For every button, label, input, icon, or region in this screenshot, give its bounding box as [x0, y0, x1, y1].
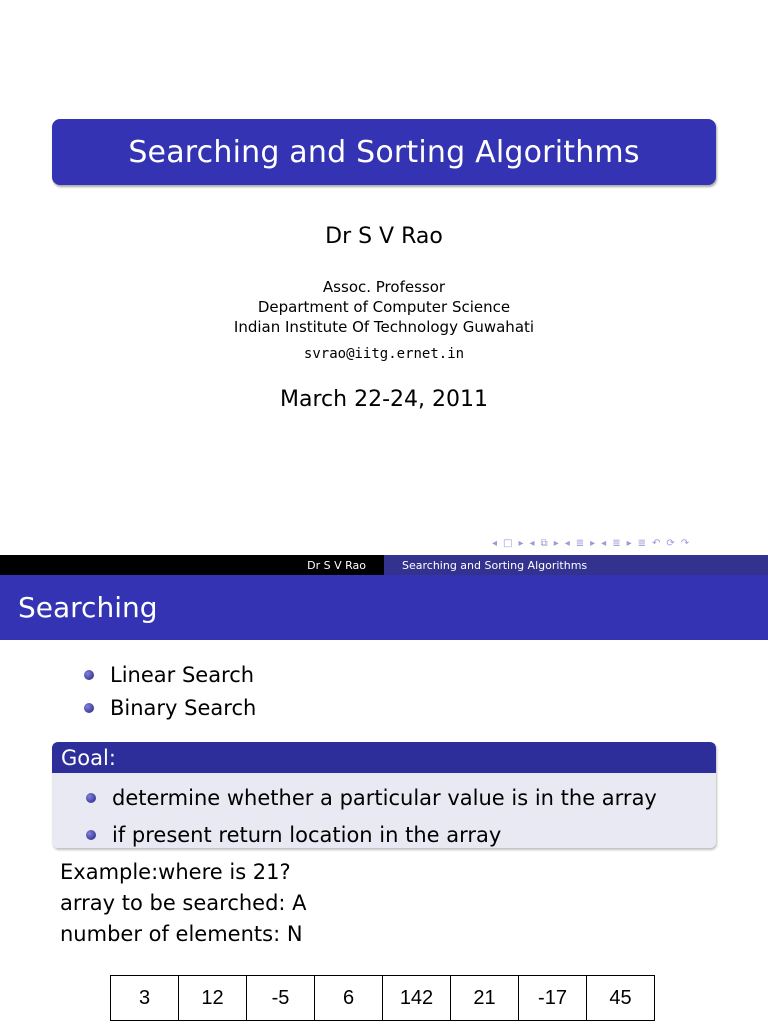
nav-section-icon[interactable]: ≣ [575, 537, 585, 549]
frame-title: Searching [18, 591, 158, 624]
example-line: array to be searched: A [60, 891, 307, 915]
array-cell: 3 [111, 976, 179, 1021]
beamer-navigation-bar [492, 535, 764, 551]
list-item-text: determine whether a particular value is in the array [112, 785, 657, 810]
nav-toc-icon[interactable]: ≣ [637, 537, 647, 549]
array-cell: 6 [315, 976, 383, 1021]
array-cell: -5 [247, 976, 315, 1021]
presentation-title: Searching and Sorting Algorithms [128, 134, 640, 170]
table-row [111, 976, 655, 1021]
goal-block [52, 742, 716, 848]
array-cell: 142 [383, 976, 451, 1021]
nav-next-doc-icon[interactable]: ▸ [626, 537, 632, 549]
nav-back-icon[interactable]: ↶ [652, 537, 661, 549]
nav-prev-subsection-icon[interactable]: ◂ [529, 537, 535, 549]
list-item [84, 691, 256, 724]
title-box [52, 119, 716, 185]
nav-subsection-icon[interactable]: ⧉ [540, 537, 548, 549]
bullet-ball-icon [86, 793, 96, 803]
list-item [86, 816, 716, 848]
headline-author: Dr S V Rao [0, 555, 384, 575]
nav-next-subsection-icon[interactable]: ▸ [553, 537, 559, 549]
nav-prev-section-icon[interactable]: ◂ [564, 537, 570, 549]
goal-block-body [52, 773, 716, 848]
array-table [110, 975, 655, 1021]
list-item-text: if present return location in the array [112, 822, 502, 847]
slide-headline [0, 555, 768, 575]
nav-doc-icon[interactable]: ≣ [612, 537, 621, 549]
topic-list [84, 658, 256, 724]
bullet-ball-icon [86, 830, 96, 840]
goal-block-title: Goal: [52, 742, 716, 773]
nav-prev-frame-icon[interactable]: ◂ [492, 537, 498, 549]
author-institute: Indian Institute Of Technology Guwahati [233, 318, 535, 336]
example-line: number of elements: N [60, 922, 303, 946]
author-position: Assoc. Professor [322, 278, 446, 296]
author-name: Dr S V Rao [325, 224, 443, 249]
author-email: svrao@iitg.ernet.in [303, 346, 465, 362]
example-text [60, 857, 307, 950]
example-line: Example:where is 21? [60, 860, 291, 884]
list-item [86, 779, 716, 816]
array-cell: 45 [587, 976, 655, 1021]
nav-search-icon[interactable]: ⟳ [666, 537, 675, 549]
list-item [84, 658, 256, 691]
array-cell: -17 [519, 976, 587, 1021]
nav-next-frame-icon[interactable]: ▸ [518, 537, 524, 549]
author-department: Department of Computer Science [257, 298, 511, 316]
nav-frame-icon[interactable]: □ [503, 537, 513, 549]
presentation-date: March 22-24, 2011 [280, 387, 488, 412]
list-item-text: Binary Search [110, 695, 257, 720]
array-cell: 21 [451, 976, 519, 1021]
list-item-text: Linear Search [110, 662, 255, 687]
bullet-ball-icon [84, 670, 94, 680]
array-cell: 12 [179, 976, 247, 1021]
nav-prev-doc-icon[interactable]: ◂ [601, 537, 607, 549]
frame-title-bar [0, 575, 768, 640]
headline-title: Searching and Sorting Algorithms [384, 555, 768, 575]
bullet-ball-icon [84, 703, 94, 713]
nav-forward-icon[interactable]: ↷ [680, 537, 690, 549]
nav-next-section-icon[interactable]: ▸ [590, 537, 596, 549]
